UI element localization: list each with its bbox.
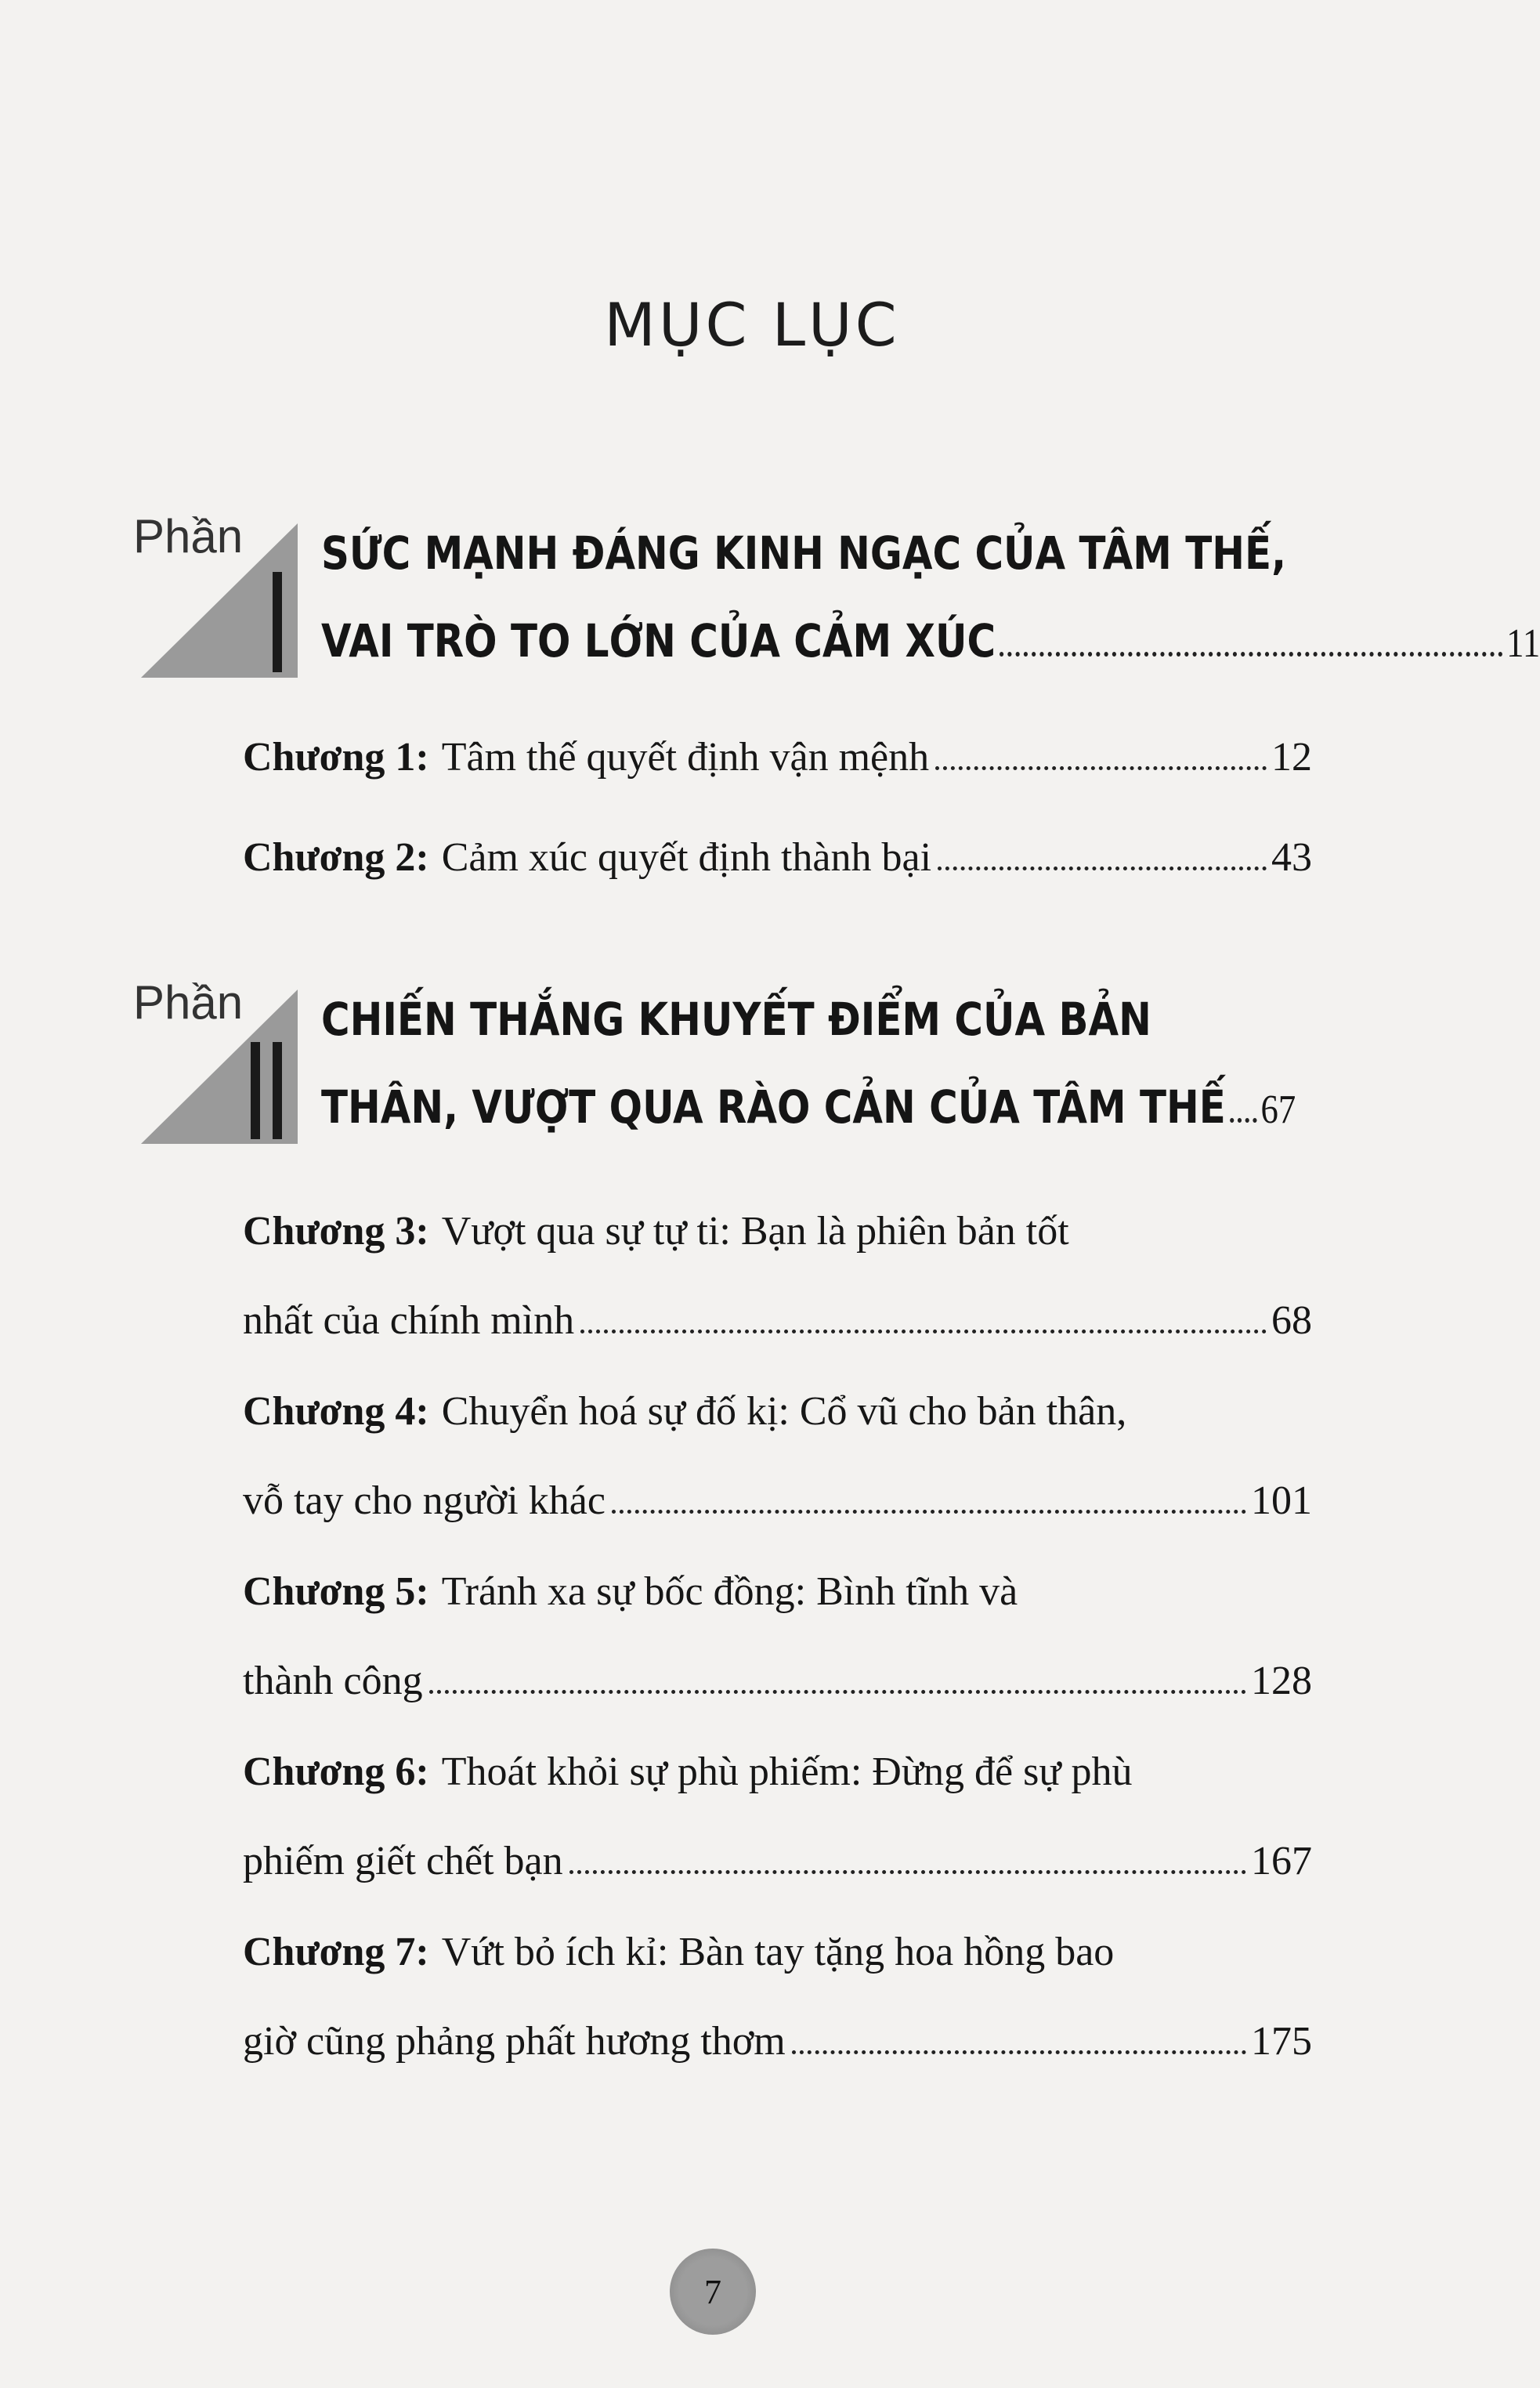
page-number: 175 xyxy=(1251,2019,1312,2064)
chapter-entry xyxy=(243,1367,1312,1546)
page-number: 128 xyxy=(1251,1659,1312,1703)
part-heading-line: VAI TRÒ TO LỚN CỦA CẢM XÚC xyxy=(321,614,996,668)
part-numeral-icon xyxy=(141,509,321,697)
chapter-title: thành công xyxy=(243,1659,423,1703)
leader-dots xyxy=(792,2050,1246,2054)
leader-dots xyxy=(1000,652,1502,657)
chapter-title: phiếm giết chết bạn xyxy=(243,1839,563,1883)
chapter-entry xyxy=(243,1187,1312,1366)
chapter-label: Chương 3: xyxy=(243,1209,429,1254)
part-label: Phần xyxy=(133,510,244,563)
leader-dots xyxy=(935,766,1267,770)
chapter-title: Tâm thế quyết định vận mệnh xyxy=(441,735,930,780)
chapter-title: Cảm xúc quyết định thành bại xyxy=(441,835,932,880)
part-heading-line: CHIẾN THẮNG KHUYẾT ĐIỂM CỦA BẢN xyxy=(321,993,1151,1046)
chapter-label: Chương 6: xyxy=(243,1749,429,1794)
page-number: 101 xyxy=(1251,1478,1312,1523)
page-number: 167 xyxy=(1251,1839,1312,1883)
page-number: 68 xyxy=(1271,1298,1312,1343)
part-label: Phần xyxy=(133,976,244,1029)
chapter-entry xyxy=(243,713,1312,802)
leader-dots xyxy=(612,1510,1246,1514)
chapter-label: Chương 5: xyxy=(243,1569,429,1614)
leader-dots xyxy=(580,1330,1267,1333)
chapter-entry xyxy=(243,1547,1312,1726)
leader-dots xyxy=(429,1690,1246,1694)
part-heading-line: SỨC MẠNH ĐÁNG KINH NGẠC CỦA TÂM THẾ, xyxy=(321,526,1287,580)
leader-dots xyxy=(938,867,1267,870)
chapter-label: Chương 1: xyxy=(243,735,429,780)
chapter-list xyxy=(243,1187,1312,2086)
page-title: MỤC LỤC xyxy=(604,290,900,360)
folio-number: 7 xyxy=(704,2272,721,2311)
chapter-title: nhất của chính mình xyxy=(243,1298,575,1343)
leader-dots xyxy=(1230,1118,1256,1123)
part-heading xyxy=(321,975,1540,1154)
page-number: 11 xyxy=(1506,621,1540,666)
page-folio xyxy=(670,2249,756,2335)
chapter-list xyxy=(243,713,1312,903)
part-2 xyxy=(133,975,1355,1210)
chapter-title: Vượt qua sự tự ti: Bạn là phiên bản tốt xyxy=(441,1209,1069,1254)
part-1 xyxy=(133,509,1540,744)
chapter-title: giờ cũng phảng phất hương thơm xyxy=(243,2019,786,2064)
chapter-title: Thoát khỏi sự phù phiếm: Đừng để sự phù xyxy=(441,1749,1133,1794)
chapter-title: Vứt bỏ ích kỉ: Bàn tay tặng hoa hồng bao xyxy=(441,1930,1115,1974)
part-heading xyxy=(321,509,1540,688)
page-number: 12 xyxy=(1271,735,1312,780)
part-heading-line: THÂN, VƯỢT QUA RÀO CẢN CỦA TÂM THẾ xyxy=(321,1080,1226,1134)
chapter-entry xyxy=(243,1728,1312,1906)
chapter-title: vỗ tay cho người khác xyxy=(243,1478,606,1523)
chapter-title: Chuyển hoá sự đố kị: Cổ vũ cho bản thân, xyxy=(441,1389,1127,1434)
chapter-title: Tránh xa sự bốc đồng: Bình tĩnh và xyxy=(441,1569,1018,1614)
page-number: 67 xyxy=(1260,1087,1296,1132)
chapter-label: Chương 2: xyxy=(243,835,429,880)
chapter-entry xyxy=(243,1908,1312,2086)
leader-dots xyxy=(569,1870,1246,1874)
page-number: 43 xyxy=(1271,835,1312,880)
chapter-entry xyxy=(243,813,1312,903)
chapter-label: Chương 7: xyxy=(243,1930,429,1974)
chapter-label: Chương 4: xyxy=(243,1389,429,1434)
part-numeral-icon xyxy=(141,975,321,1163)
